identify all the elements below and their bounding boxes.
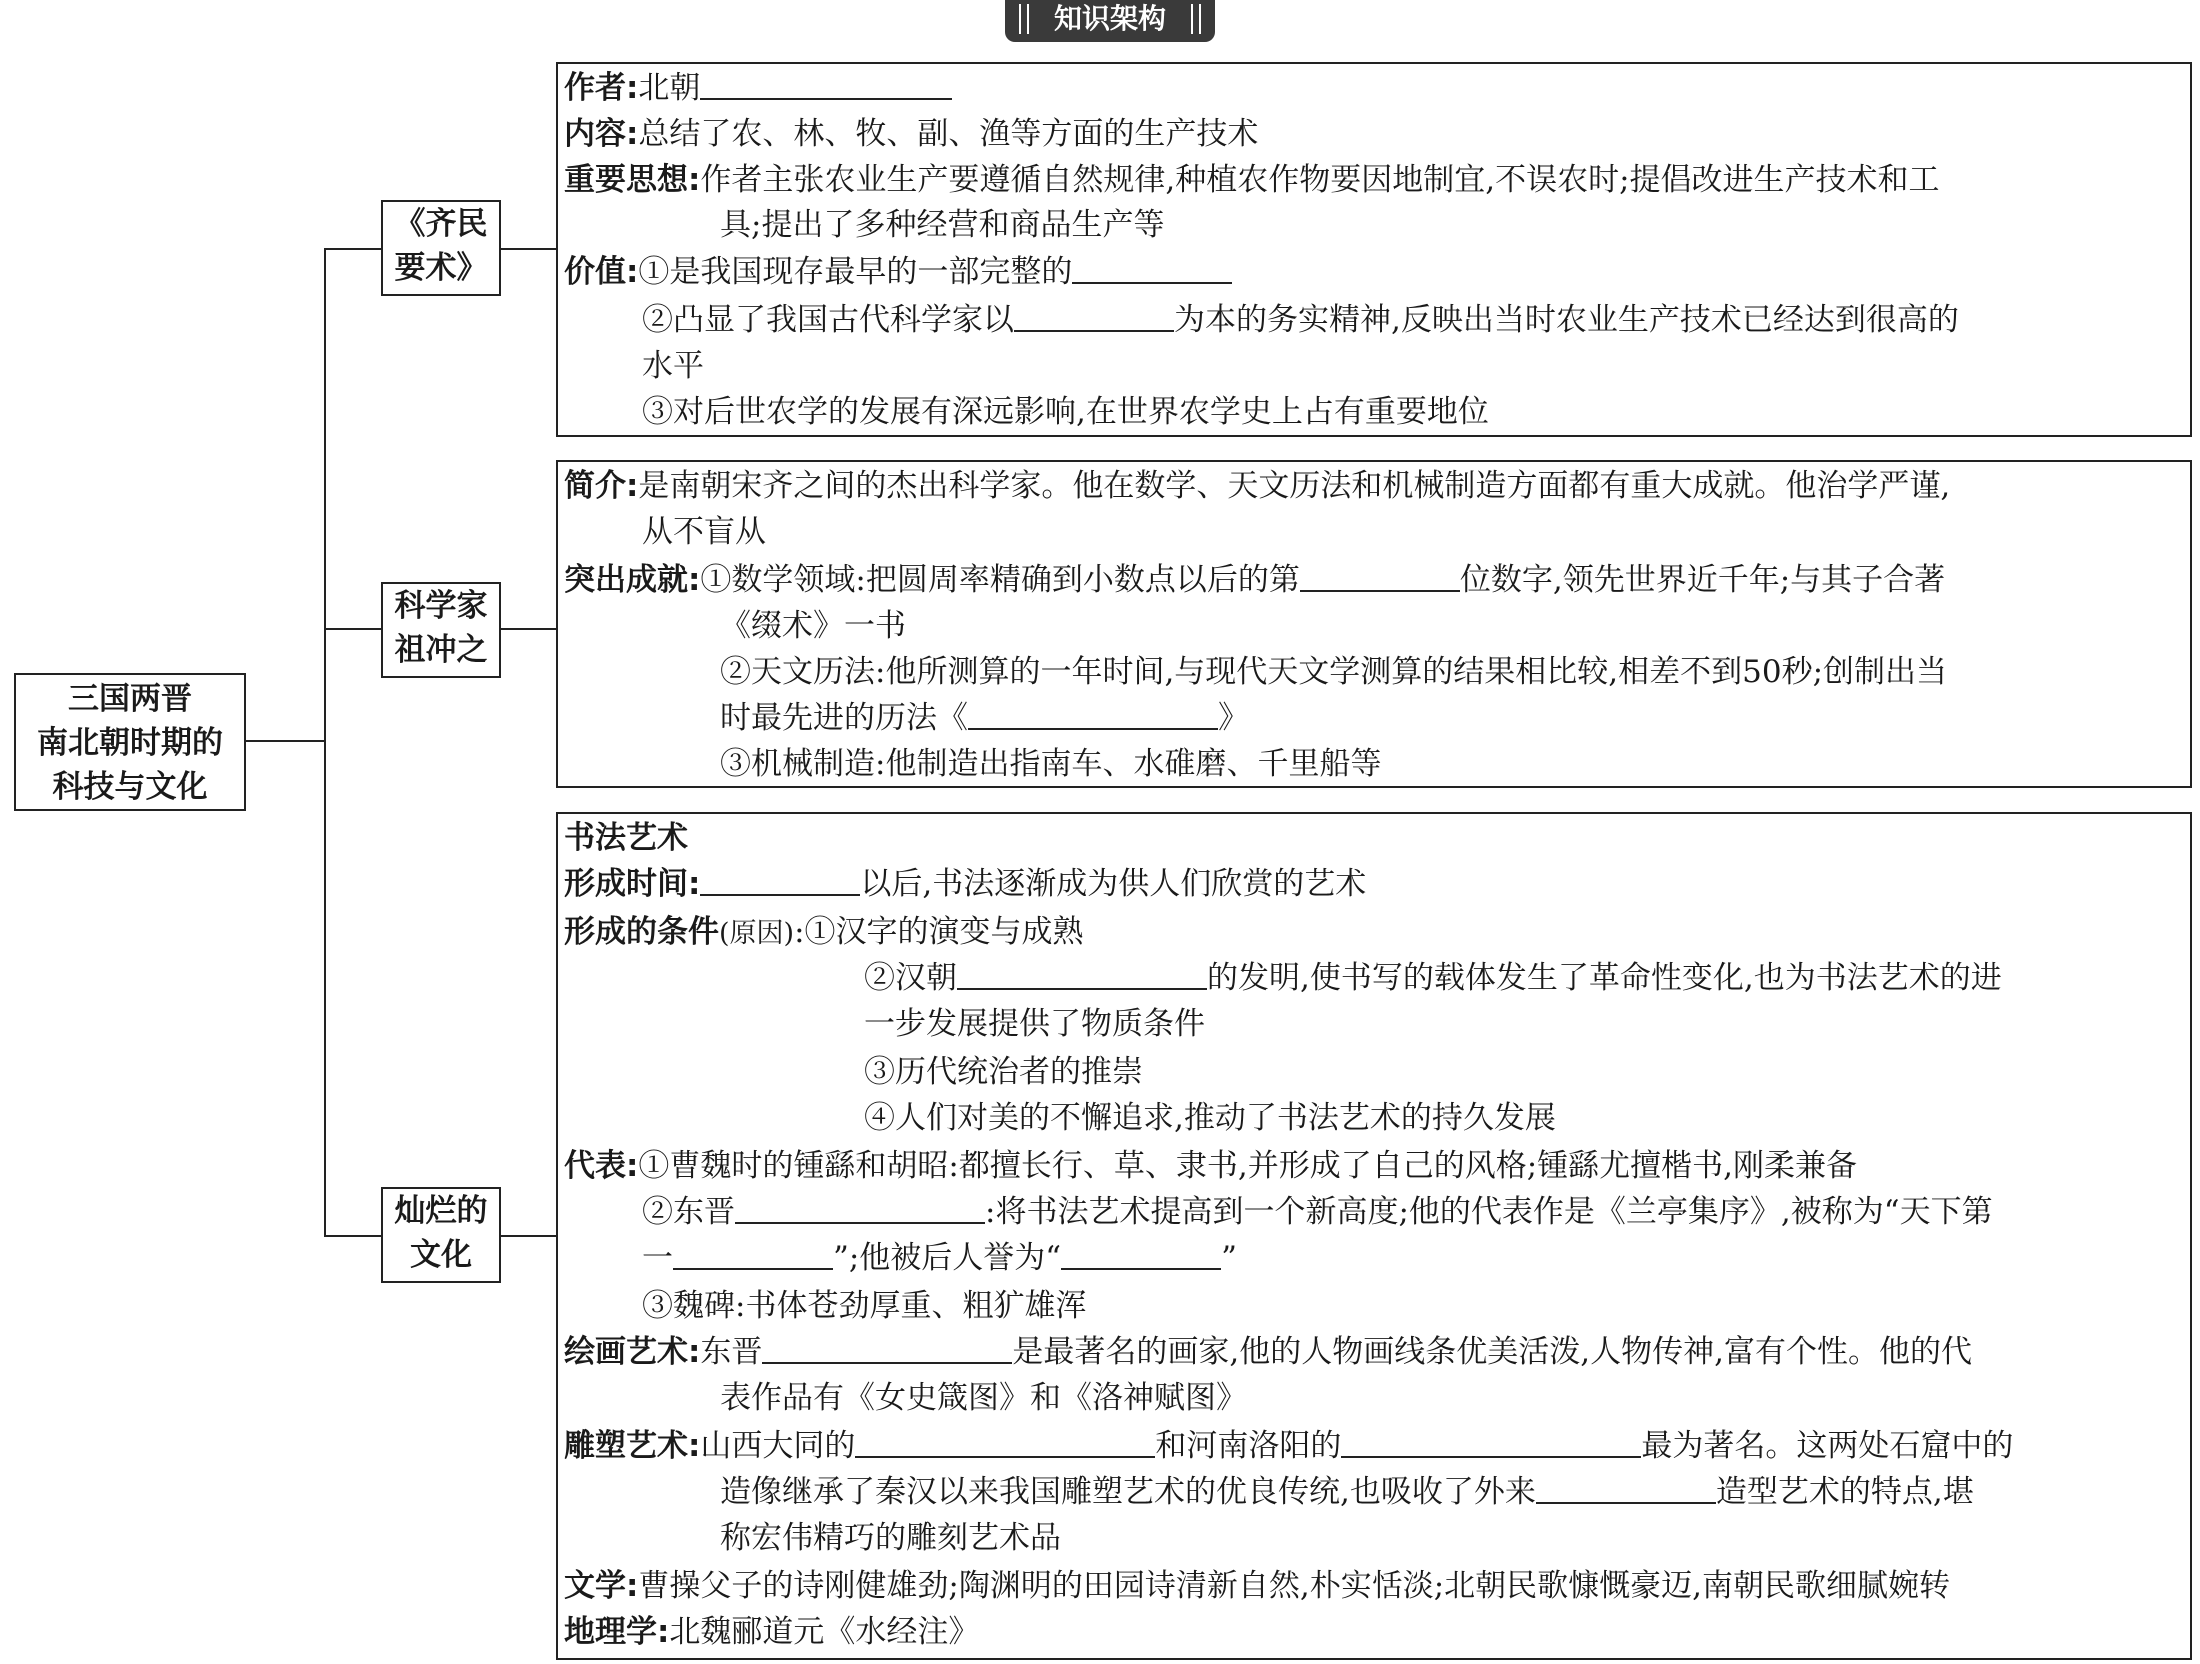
painting-text: 表作品有《女史箴图》和《洛神赋图》 xyxy=(720,1380,1247,1416)
blank xyxy=(700,68,952,100)
node-line: 文化 xyxy=(410,1237,472,1273)
sculpture-text: 称宏伟精巧的雕刻艺术品 xyxy=(720,1520,1061,1556)
blank xyxy=(855,1426,1155,1458)
blank xyxy=(735,1192,985,1224)
node-zu-chongzhi xyxy=(381,582,501,678)
achievement-text: ②天文历法:他所测算的一年时间,与现代天文学测算的结果相比较,相差不到50秒;创制出当 xyxy=(720,654,1948,690)
condition-colon: : xyxy=(794,914,805,950)
condition-paren: (原因) xyxy=(719,918,795,949)
sculpture-line-3 xyxy=(720,1516,1061,1560)
value-text: 为本的务实精神,反映出当时农业生产技术已经达到很高的 xyxy=(1174,302,1959,338)
representative-line-1 xyxy=(564,1144,1857,1188)
value-line-2 xyxy=(642,298,1959,342)
connector-box-3 xyxy=(501,1235,556,1237)
literature-line xyxy=(564,1564,1950,1608)
achievement-line-2b xyxy=(720,696,1249,740)
node-line: 《齐民 xyxy=(394,206,488,242)
geography-line xyxy=(564,1610,979,1654)
sculpture-text: 造型艺术的特点,堪 xyxy=(1715,1474,1974,1510)
blank xyxy=(1072,252,1232,284)
value-text: ③对后世农学的发展有深远影响,在世界农学史上占有重要地位 xyxy=(642,394,1489,430)
condition-line-1 xyxy=(564,910,1084,956)
condition-line-4 xyxy=(864,1096,1556,1140)
condition-text: 的发明,使书写的载体发生了革命性变化,也为书法艺术的进 xyxy=(1207,960,2002,996)
content-line xyxy=(564,112,1258,156)
representative-text: ①曹魏时的锺繇和胡昭:都擅长行、草、隶书,并形成了自己的风格;锺繇尤擅楷书,刚柔兼备 xyxy=(638,1148,1857,1184)
idea-line-2 xyxy=(720,203,1164,247)
content-label: 内容: xyxy=(564,116,639,152)
calligraphy-title xyxy=(564,816,688,860)
connector-box-1 xyxy=(501,248,556,250)
representative-text: 一 xyxy=(642,1240,673,1276)
value-line-3 xyxy=(642,390,1489,434)
sculpture-text: 造像继承了秦汉以来我国雕塑艺术的优良传统,也吸收了外来 xyxy=(720,1474,1536,1510)
sculpture-label: 雕塑艺术: xyxy=(564,1428,701,1464)
representative-line-2 xyxy=(642,1190,1993,1234)
condition-line-2b xyxy=(864,1002,1205,1046)
value-line-1 xyxy=(564,250,1232,294)
achievement-line-3 xyxy=(720,742,1381,786)
value-line-2b xyxy=(642,344,704,388)
condition-line-3 xyxy=(864,1050,1143,1094)
representative-text: ②东晋 xyxy=(642,1194,735,1230)
root-node xyxy=(14,673,246,811)
achievement-text: 》 xyxy=(1218,700,1249,736)
achievement-text: 位数字,领先世界近千年;与其子合著 xyxy=(1459,562,1946,598)
intro-text: 是南朝宋齐之间的杰出科学家。他在数学、天文历法和机械制造方面都有重大成就。他治学严谨, xyxy=(638,468,1951,504)
representative-text: :将书法艺术提高到一个新高度;他的代表作是《兰亭集序》,被称为“天下第 xyxy=(985,1194,1993,1230)
node-line: 灿烂的 xyxy=(394,1193,488,1229)
geography-text: 北魏郦道元《水经注》 xyxy=(669,1614,980,1650)
representative-text: ③魏碑:书体苍劲厚重、粗犷雄浑 xyxy=(642,1288,1087,1324)
sculpture-text: 最为著名。这两处石窟中的 xyxy=(1641,1428,2014,1464)
blank xyxy=(673,1238,833,1270)
idea-text: 作者主张农业生产要遵循自然规律,种植农作物要因地制宜,不误农时;提倡改进生产技术和工 xyxy=(700,162,1940,198)
achievement-line-1b xyxy=(720,604,906,648)
condition-text: 一步发展提供了物质条件 xyxy=(864,1006,1205,1042)
value-text: 水平 xyxy=(642,348,704,384)
formation-time-label: 形成时间: xyxy=(564,866,701,902)
content-text: 总结了农、林、牧、副、渔等方面的生产技术 xyxy=(638,116,1259,152)
achievement-line-2 xyxy=(720,650,1947,694)
value-text: ②凸显了我国古代科学家以 xyxy=(642,302,1014,338)
author-label: 作者: xyxy=(564,70,639,106)
achievement-text: ①数学领域:把圆周率精确到小数点以后的第 xyxy=(700,562,1300,598)
achievement-text: ③机械制造:他制造出指南车、水碓磨、千里船等 xyxy=(720,746,1382,782)
sculpture-line xyxy=(564,1424,2013,1468)
idea-text: 具;提出了多种经营和商品生产等 xyxy=(720,207,1165,243)
painting-label: 绘画艺术: xyxy=(564,1334,701,1370)
node-culture xyxy=(381,1187,501,1283)
connector-branch-1 xyxy=(324,248,381,250)
condition-text: ②汉朝 xyxy=(864,960,957,996)
painting-text: 东晋 xyxy=(700,1334,763,1370)
node-line: 要术》 xyxy=(394,250,488,286)
formation-time-line xyxy=(564,862,1366,906)
connector-box-2 xyxy=(501,628,556,630)
achievement-label: 突出成就: xyxy=(564,562,701,598)
connector-root xyxy=(246,740,326,742)
condition-line-2 xyxy=(864,956,2002,1000)
representative-line-3 xyxy=(642,1284,1086,1328)
blank xyxy=(1341,1426,1641,1458)
painting-line xyxy=(564,1330,1972,1374)
root-line-2: 南北朝时期的 xyxy=(37,725,223,761)
sculpture-line-2 xyxy=(720,1470,1974,1514)
literature-label: 文学: xyxy=(564,1568,639,1604)
intro-text: 从不盲从 xyxy=(642,514,766,550)
author-text: 北朝 xyxy=(638,70,701,106)
node-qimin-yaoshu xyxy=(381,200,501,296)
blank xyxy=(968,698,1218,730)
representative-text: ”;他被后人誉为“ xyxy=(833,1240,1062,1276)
representative-label: 代表: xyxy=(564,1148,639,1184)
achievement-text: 时最先进的历法《 xyxy=(720,700,968,736)
blank xyxy=(1300,560,1460,592)
author-line xyxy=(564,66,952,110)
intro-line-2 xyxy=(642,510,766,554)
sculpture-text: 和河南洛阳的 xyxy=(1155,1428,1342,1464)
root-line-1: 三国两晋 xyxy=(68,681,192,717)
connector-branch-3 xyxy=(324,1235,381,1237)
idea-line xyxy=(564,158,1940,202)
blank xyxy=(957,958,1207,990)
formation-time-text: 以后,书法逐渐成为供人们欣赏的艺术 xyxy=(860,866,1367,902)
value-label: 价值: xyxy=(564,254,639,290)
painting-line-2 xyxy=(720,1376,1247,1420)
intro-label: 简介: xyxy=(564,468,639,504)
calligraphy-title-text: 书法艺术 xyxy=(564,820,688,856)
section-banner: 知识架构 xyxy=(1005,0,1215,42)
blank xyxy=(700,864,860,896)
condition-label: 形成的条件 xyxy=(564,914,719,950)
blank xyxy=(1061,1238,1221,1270)
painting-text: 是最著名的画家,他的人物画线条优美活泼,人物传神,富有个性。他的代 xyxy=(1012,1334,1972,1370)
achievement-line-1 xyxy=(564,558,1945,602)
connector-branch-2 xyxy=(324,628,381,630)
node-line: 科学家 xyxy=(394,588,488,624)
connector-trunk xyxy=(324,248,326,1237)
representative-line-2b xyxy=(642,1236,1237,1280)
literature-text: 曹操父子的诗刚健雄劲;陶渊明的田园诗清新自然,朴实恬淡;北朝民歌慷慨豪迈,南朝民歌细腻婉转 xyxy=(638,1568,1950,1604)
blank xyxy=(762,1332,1012,1364)
condition-text: ④人们对美的不懈追求,推动了书法艺术的持久发展 xyxy=(864,1100,1556,1136)
sculpture-text: 山西大同的 xyxy=(700,1428,856,1464)
representative-text: ” xyxy=(1221,1240,1237,1276)
blank xyxy=(1014,300,1174,332)
idea-label: 重要思想: xyxy=(564,162,701,198)
geography-label: 地理学: xyxy=(564,1614,670,1650)
condition-text: ①汉字的演变与成熟 xyxy=(804,914,1084,950)
blank xyxy=(1536,1472,1716,1504)
value-text: ①是我国现存最早的一部完整的 xyxy=(638,254,1073,290)
node-line: 祖冲之 xyxy=(394,632,488,668)
intro-line xyxy=(564,464,1950,508)
condition-text: ③历代统治者的推崇 xyxy=(864,1054,1143,1090)
root-line-3: 科技与文化 xyxy=(52,769,208,805)
achievement-text: 《缀术》一书 xyxy=(720,608,906,644)
